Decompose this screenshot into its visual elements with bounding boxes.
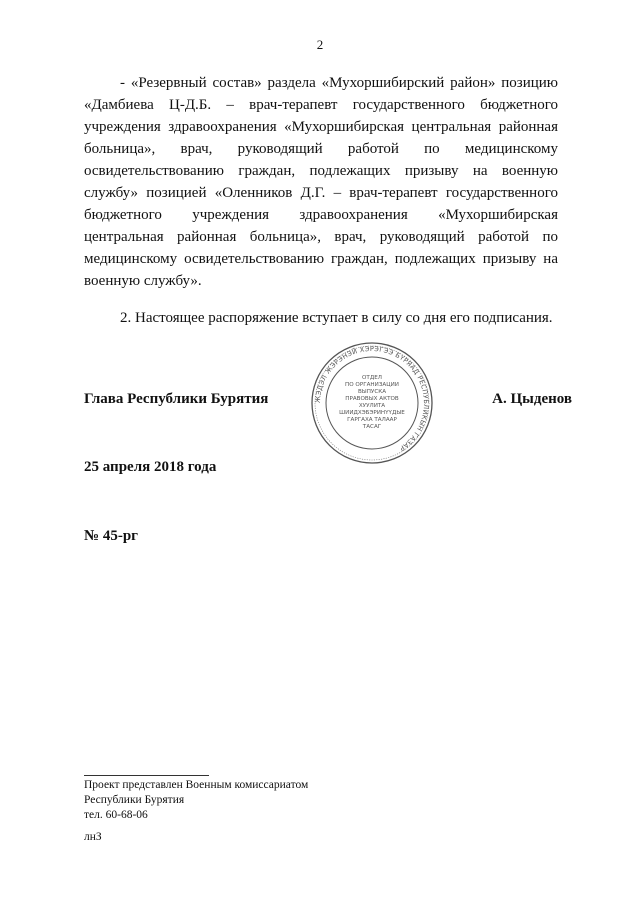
footnote-code: лнЗ [84,831,102,843]
page-number: 2 [316,37,324,52]
seal-center-line: ОТДЕЛ [362,375,382,381]
paragraph-effective-date: 2. Настоящее распоряжение вступает в силу со дня его подписания. [120,310,553,326]
body-text [84,72,558,329]
seal-ring-text: ЖЭДЭЛ ЖЭРЭНЭЙ ХЭРЭГЭЭ БҮРЯАД РЕСПУБЛИКЫН ГАЗАР [313,344,431,453]
footnote-line-2: Республики Бурятия [84,794,185,806]
signatory-name: А. Цыденов [492,391,572,407]
seal-center-line: ПРАВОВЫХ АКТОВ [345,396,399,402]
footnote-line-1: Проект представлен Военным комиссариатом [84,779,309,791]
document-date: 25 апреля 2018 года [84,459,217,475]
paragraph-amendment: - «Резервный состав» раздела «Мухоршибирский район» позицию «Дамбиева Ц-Д.Б. – врач-терапевт государственного бюджетного учреждения здравоохранения «Мухоршибирская центральная районная больница», врач, руководящий работой по медицинскому освидетельствованию граждан, подлежащих призыву на военную службу» позицией «Оленников Д.Г. – врач-терапевт государственного бюджетного учреждения здравоохранения «Мухоршибирская центральная районная больница», врач, руководящий работой по медицинскому освидетельствованию граждан, подлежащих призыву на военную службу». [84,75,558,289]
seal-center-line: ХУУЛИТА [358,403,386,409]
seal-center-line: ВЫПУСКА [357,389,387,395]
seal-center-line: ГАРГАХА ТАЛААР [347,417,397,423]
footnote-phone: тел. 60-68-06 [84,809,148,821]
seal-center-line: ТАСАГ [362,424,382,430]
seal-center-line: ШИИДХЭБЭРИНҮҮДЫЕ [339,410,405,416]
footnote-divider [84,775,209,776]
footnote [84,778,308,845]
seal-center-line: ПО ОРГАНИЗАЦИИ [345,382,399,388]
signature-block [84,391,572,415]
document-number: № 45-рг [84,528,138,544]
signatory-title: Глава Республики Бурятия [84,391,269,407]
